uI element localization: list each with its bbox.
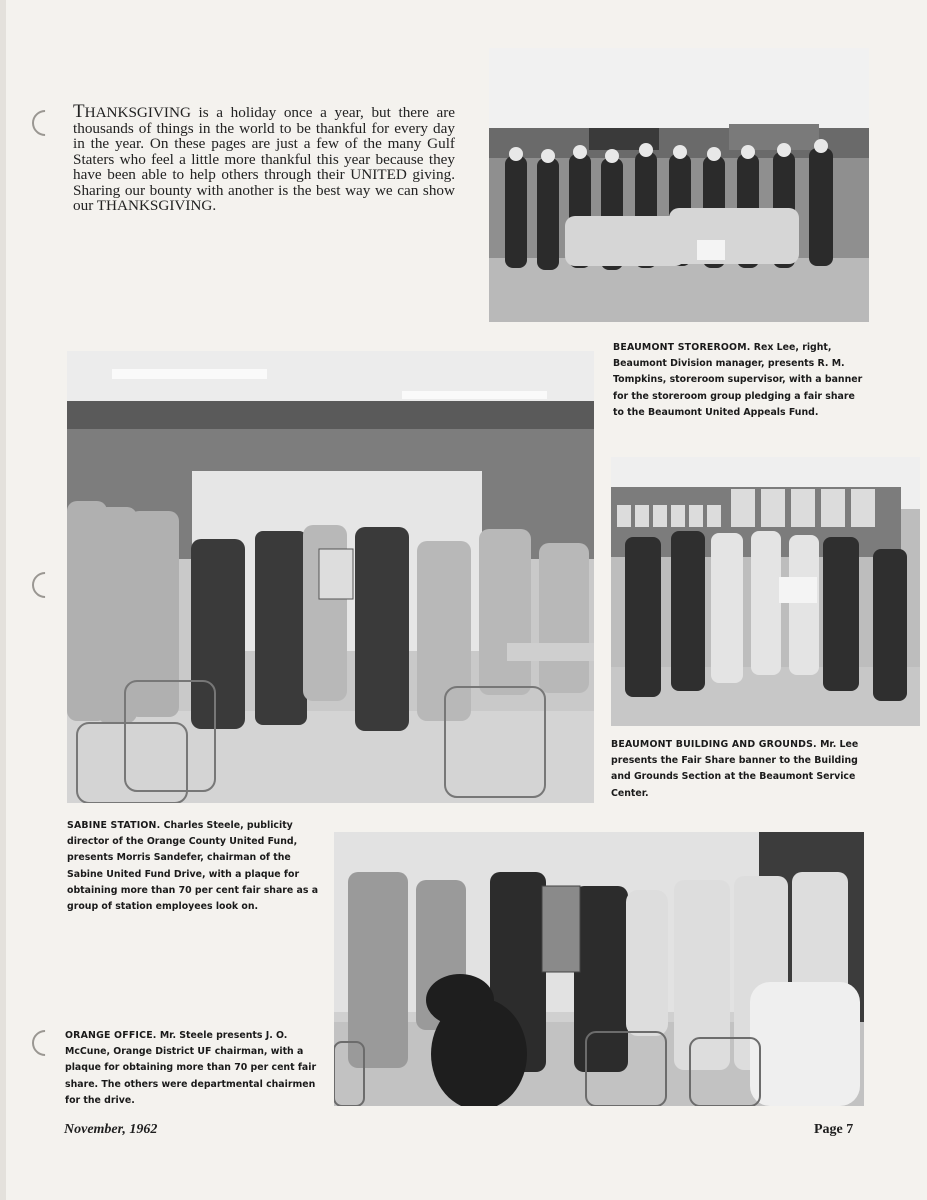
caption-heading: ORANGE OFFICE. <box>65 1030 157 1041</box>
intro-paragraph <box>73 101 455 214</box>
page-number: Page 7 <box>814 1122 854 1137</box>
intro-dropcap: T <box>73 101 85 122</box>
photo-orange-office <box>334 832 864 1106</box>
photo-beaumont-storeroom <box>489 48 869 322</box>
caption-heading: SABINE STATION. <box>67 820 161 831</box>
binder-hole-icon <box>27 105 64 142</box>
intro-text: HANKSGIVING is a holiday once a year, but there are thousands of things in the world to be thankful for every day in the year. On these pages are just a few of the many Gulf Staters who feel a little more thankful this year because they have been able to help others through their UNITED giving. Sharing our bounty with another is the best way we can show our THANKSGIVING. <box>73 104 455 214</box>
caption-orange-office <box>65 1028 320 1109</box>
caption-sabine-station <box>67 818 320 915</box>
footer-date: November, 1962 <box>64 1122 158 1137</box>
caption-beaumont-storeroom <box>613 340 865 421</box>
caption-heading: BEAUMONT STOREROOM. <box>613 342 751 353</box>
caption-body: Mr. Steele presents J. O. McCune, Orange District UF chairman, with a plaque for obtaining more than 70 per cent fair share. The others were departmental chairmen for the drive. <box>65 1030 317 1106</box>
caption-body: Charles Steele, publicity director of the Orange County United Fund, presents Morris Sandefer, chairman of the Sabine United Fund Drive, with a plaque for obtaining more than 70 per cent fair share as a group of station employees look on. <box>67 820 319 913</box>
binder-hole-icon <box>27 1025 64 1062</box>
binder-hole-icon <box>27 567 64 604</box>
caption-beaumont-building <box>611 737 865 802</box>
photo-beaumont-building <box>611 457 920 726</box>
page-edge <box>0 0 6 1200</box>
caption-heading: BEAUMONT BUILDING AND GROUNDS. <box>611 739 817 750</box>
photo-sabine-station <box>67 351 594 803</box>
caption-body: Mr. Lee presents the Fair Share banner to the Building and Grounds Section at the Beaumont Service Center. <box>611 739 859 799</box>
caption-body: Rex Lee, right, Beaumont Division manager, presents R. M. Tompkins, storeroom supervisor, with a banner for the storeroom group pledging a fair share to the Beaumont United Appeals Fund. <box>613 342 863 418</box>
